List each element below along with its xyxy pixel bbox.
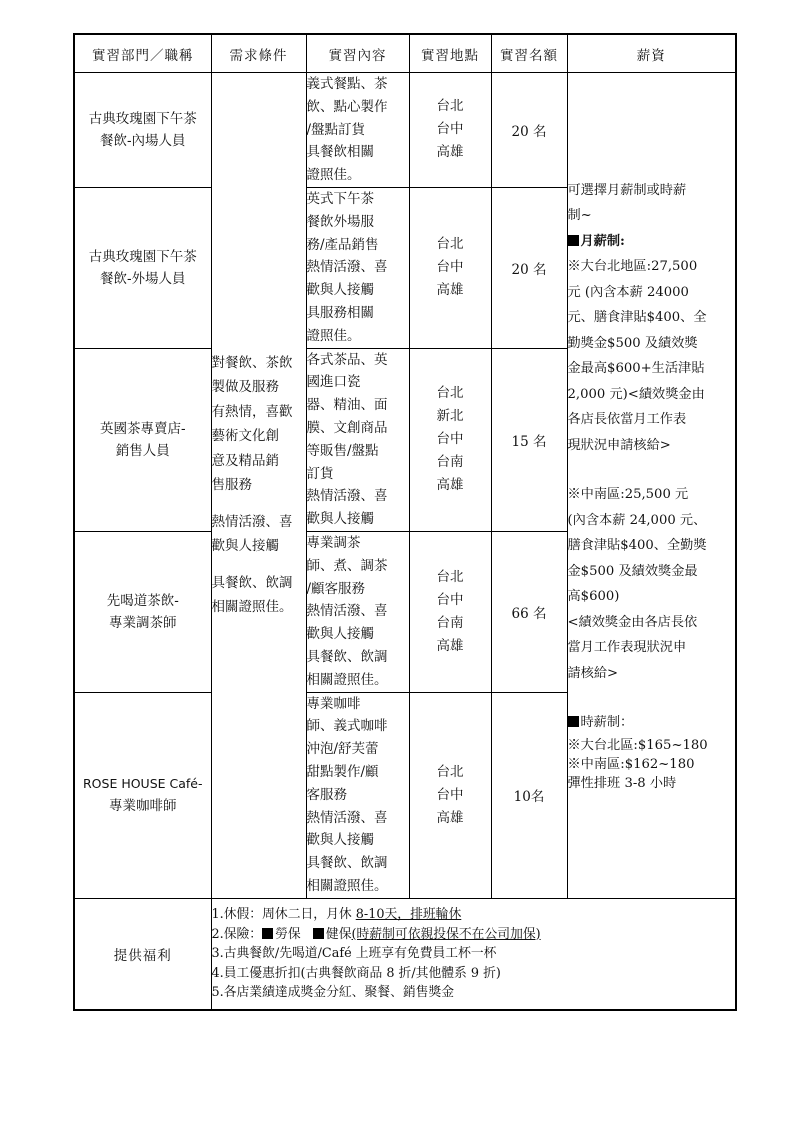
- benefit-text: 1.休假：周休二日，月休: [211, 907, 356, 923]
- content-line: 飲、點心製作: [306, 98, 388, 115]
- content-cell: [306, 531, 409, 692]
- content-line: 相關證照佳。: [306, 671, 388, 688]
- header-content: 實習內容: [306, 34, 409, 73]
- square-bullet-icon: [568, 716, 579, 727]
- content-line: 歡與人接觸: [306, 511, 374, 528]
- header-location: 實習地點: [409, 34, 491, 73]
- role-line: 專業咖啡師: [109, 798, 177, 815]
- req-line: 售服務: [211, 477, 252, 494]
- hourly-title-text: 時薪制：: [580, 715, 634, 731]
- location: 台北: [436, 763, 464, 780]
- quota-cell: 15 名: [491, 348, 567, 531]
- content-line: 專業咖啡: [306, 695, 361, 712]
- content-line: 各式茶品、英: [306, 351, 388, 368]
- header-quota: 實習名額: [491, 34, 567, 73]
- req-line: 歡與人接觸: [211, 538, 279, 555]
- quota-cell: 20 名: [491, 187, 567, 348]
- content-line: 具餐飲、飲調: [306, 855, 388, 872]
- content-line: 客服務: [306, 786, 347, 803]
- req-line: 藝術文化創: [211, 428, 279, 445]
- location: 台中: [436, 591, 464, 608]
- quota-cell: 10名: [491, 692, 567, 898]
- role-line: 先喝道茶飲-: [106, 592, 179, 609]
- salary-line: 請核給>: [567, 665, 619, 681]
- req-line: 熱情活潑、喜: [211, 513, 293, 530]
- requirements-cell: [211, 73, 306, 899]
- location-cell: [409, 692, 491, 898]
- salary-line: ※中南區:25,500 元: [567, 487, 689, 503]
- content-line: /盤點訂貨: [306, 121, 366, 138]
- role-line: 餐飲-內場人員: [99, 132, 186, 149]
- benefits-label: 提供福利: [74, 898, 211, 1010]
- header-row: [74, 34, 736, 73]
- req-line: 對餐飲、茶飲: [211, 354, 293, 371]
- role-cell: [74, 692, 211, 898]
- benefit-item: [212, 905, 736, 925]
- salary-cell: [567, 73, 736, 899]
- req-line: 具餐飲、飲調: [211, 574, 293, 591]
- content-line: 歡與人接觸: [306, 832, 374, 849]
- location-cell: [409, 348, 491, 531]
- benefits-cell: [211, 898, 736, 1010]
- salary-line: 勤獎金$500 及績效獎: [567, 335, 698, 351]
- benefit-text: (時薪制可依親投保不在公司加保): [351, 926, 541, 942]
- quota-cell: 66 名: [491, 531, 567, 692]
- location: 台中: [436, 259, 464, 276]
- requirements-para1: [212, 351, 306, 498]
- square-bullet-icon: [262, 928, 273, 939]
- benefit-item: 5.各店業績達成獎金分紅、聚餐、銷售獎金: [211, 985, 455, 1001]
- salary-line: 元 (內含本薪 24000: [567, 284, 689, 300]
- content-line: 英式下午茶: [306, 190, 374, 207]
- content-line: 國進口瓷: [306, 374, 361, 391]
- content-line: 訂貨: [306, 465, 334, 482]
- location: 台北: [436, 385, 464, 402]
- benefit-item: 3.古典餐飲/先喝道/Café 上班享有免費員工杯一杯: [211, 946, 497, 962]
- content-line: 證照佳。: [306, 327, 361, 344]
- benefit-text: 8-10天，排班輪休: [355, 907, 462, 923]
- salary-line: 高$600): [567, 589, 620, 605]
- salary-line: (內含本薪 24,000 元、: [567, 512, 707, 528]
- content-line: 師、煮、調茶: [306, 557, 388, 574]
- content-cell: [306, 73, 409, 188]
- benefit-text: 勞保: [275, 926, 301, 942]
- salary-line: 金最高$600+生活津貼: [567, 361, 705, 377]
- location: 台中: [436, 431, 464, 448]
- content-line: /顧客服務: [306, 580, 366, 597]
- content-line: 具服務相關: [306, 304, 374, 321]
- content-line: 相關證照佳。: [306, 877, 388, 894]
- content-cell: [306, 187, 409, 348]
- monthly-title-text: 月薪制:: [580, 233, 625, 249]
- role-line: 古典玫瑰園下午茶: [88, 110, 197, 127]
- salary-line: 膳食津貼$400、全勤獎: [567, 538, 707, 554]
- salary-line: 金$500 及績效獎金最: [567, 563, 698, 579]
- header-salary: 薪資: [567, 34, 736, 73]
- role-line: 英國茶專賣店-: [99, 420, 186, 437]
- content-line: 證照佳。: [306, 167, 361, 184]
- location-cell: [409, 73, 491, 188]
- role-cell: [74, 187, 211, 348]
- content-line: 熱情活潑、喜: [306, 603, 388, 620]
- content-line: 沖泡/舒芙蕾: [306, 741, 379, 758]
- content-line: 歡與人接觸: [306, 282, 374, 299]
- square-bullet-icon: [568, 235, 579, 246]
- role-line: 銷售人員: [115, 442, 170, 459]
- location: 高雄: [436, 809, 464, 826]
- benefits-row: [74, 898, 736, 1010]
- benefit-text: 2.保險：: [211, 926, 263, 942]
- location: 高雄: [436, 144, 464, 161]
- req-line: 相關證照佳。: [211, 599, 293, 616]
- salary-line: 彈性排班 3-8 小時: [567, 775, 677, 791]
- location: 台南: [436, 614, 464, 631]
- salary-line: <績效獎金由各店長依: [567, 614, 698, 630]
- content-line: 器、精油、面: [306, 397, 388, 414]
- location: 台南: [436, 454, 464, 471]
- benefit-text: 健保: [325, 926, 352, 942]
- content-line: 等販售/盤點: [306, 442, 379, 459]
- salary-line: 制~: [567, 208, 592, 224]
- header-department: 實習部門／職稱: [74, 34, 211, 73]
- content-line: 熱情活潑、喜: [306, 809, 388, 826]
- salary-line: ※大台北區:$165~180: [567, 737, 708, 753]
- salary-line: 現狀況申請核給>: [567, 437, 671, 453]
- benefit-item: 4.員工優惠折扣(古典餐飲商品 8 折/其他體系 9 折): [211, 965, 501, 981]
- role-cell: [74, 73, 211, 188]
- location: 新北: [436, 408, 464, 425]
- content-line: 膜、文創商品: [306, 419, 388, 436]
- location: 高雄: [436, 282, 464, 299]
- salary-line: 元、膳食津貼$400、全: [567, 310, 707, 326]
- content-line: 師、義式咖啡: [306, 718, 388, 735]
- content-cell: [306, 692, 409, 898]
- salary-line: 各店長依當月工作表: [567, 412, 687, 428]
- monthly-title: [568, 229, 736, 255]
- location: 台北: [436, 98, 464, 115]
- internship-table: [73, 33, 737, 1011]
- square-bullet-icon: [313, 928, 324, 939]
- header-requirements: 需求條件: [211, 34, 306, 73]
- content-line: 具餐飲相關: [306, 144, 374, 161]
- role-line: 專業調茶師: [109, 614, 177, 631]
- content-line: 歡與人接觸: [306, 626, 374, 643]
- req-line: 有熱情，喜歡: [211, 403, 293, 420]
- content-cell: [306, 348, 409, 531]
- role-cell: [74, 348, 211, 531]
- req-line: 意及精品銷: [211, 452, 279, 469]
- role-cell: [74, 531, 211, 692]
- content-line: 專業調茶: [306, 534, 361, 551]
- hourly-title: [568, 710, 736, 736]
- content-line: 熱情活潑、喜: [306, 259, 388, 276]
- role-line: ROSE HOUSE Café-: [82, 776, 203, 792]
- content-line: 務/產品銷售: [306, 236, 379, 253]
- salary-line: ※中南區:$162~180: [567, 756, 695, 772]
- quota-cell: 20 名: [491, 73, 567, 188]
- content-line: 具餐飲、飲調: [306, 648, 388, 665]
- salary-line: ※大台北地區:27,500: [567, 259, 698, 275]
- content-line: 甜點製作/顧: [306, 763, 379, 780]
- location: 台北: [436, 236, 464, 253]
- location: 台北: [436, 568, 464, 585]
- location: 高雄: [436, 477, 464, 494]
- requirements-para2: [212, 510, 306, 559]
- benefit-item: [212, 925, 736, 945]
- table-row: [74, 73, 736, 188]
- content-line: 餐飲外場服: [306, 213, 374, 230]
- salary-line: 當月工作表現狀況申: [567, 640, 687, 656]
- location-cell: [409, 187, 491, 348]
- salary-line: 2,000 元)<績效獎金由: [567, 386, 705, 402]
- salary-line: 可選擇月薪制或時薪: [567, 182, 687, 198]
- location: 高雄: [436, 637, 464, 654]
- req-line: 製做及服務: [211, 379, 279, 396]
- content-line: 義式餐點、茶: [306, 76, 388, 92]
- role-line: 餐飲-外場人員: [99, 270, 186, 287]
- requirements-para3: [212, 571, 306, 620]
- role-line: 古典玫瑰園下午茶: [88, 248, 197, 265]
- location: 台中: [436, 121, 464, 138]
- content-line: 熱情活潑、喜: [306, 488, 388, 505]
- location-cell: [409, 531, 491, 692]
- location: 台中: [436, 786, 464, 803]
